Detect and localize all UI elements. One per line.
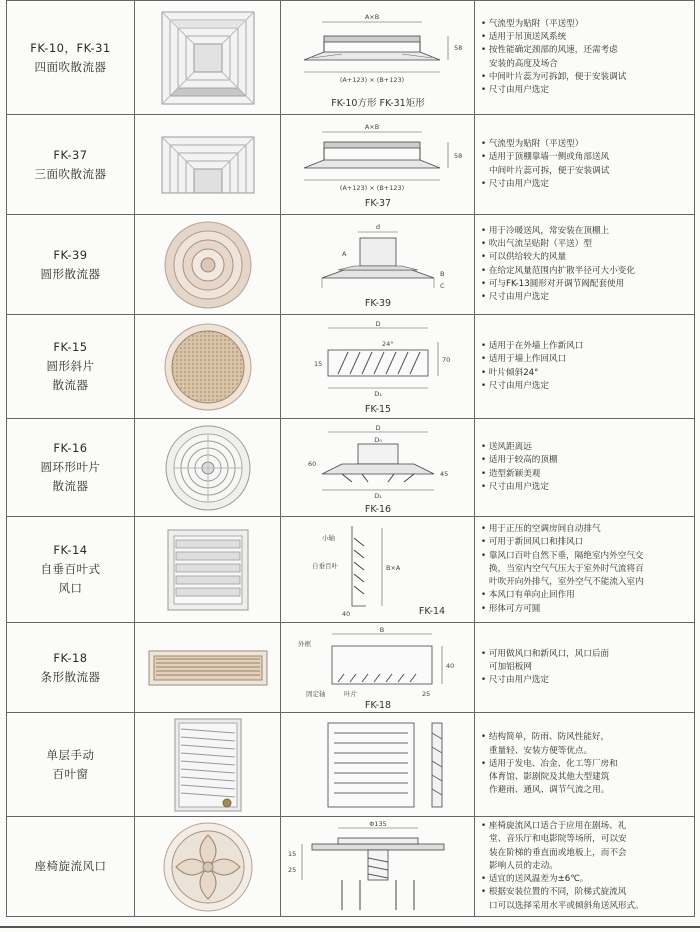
product-name-cell <box>7 315 135 419</box>
feature-item: • 气流型为贴附（平送型） <box>481 18 690 31</box>
dim-label: D₁ <box>373 389 382 398</box>
feature-item: • 吹出气流呈贴附（平送）型 <box>481 238 690 251</box>
product-title: 圆形散流器 <box>40 266 101 281</box>
product-photo-cell <box>135 623 281 713</box>
feature-item-continued: 装在阶梯的垂直面或地板上，而不会 <box>489 847 627 858</box>
dim-label: D₀ <box>373 435 382 444</box>
features-cell <box>475 419 695 517</box>
dim-label: 24° <box>381 339 394 348</box>
feature-item: • 适用于较高的顶棚 <box>481 454 690 467</box>
manual-louver-photo <box>173 717 243 813</box>
four-way-diffuser-photo <box>160 10 256 106</box>
technical-drawing-cell <box>281 115 475 215</box>
technical-drawing-cell <box>281 315 475 419</box>
feature-item: • 适用于吊顶送风系统 <box>481 31 690 44</box>
technical-drawing-cell <box>281 215 475 315</box>
dim-label: A <box>341 249 346 258</box>
product-title: 圆环形叶片 <box>40 460 101 474</box>
dim-label: C <box>439 281 445 290</box>
product-name-cell <box>7 517 135 623</box>
feature-item: • 用于正压的空调房间自动排气 <box>481 523 690 536</box>
feature-item: • 在给定风量范围内扩散半径可大小变化 <box>481 265 690 278</box>
dim-label: 小轴 <box>321 533 335 542</box>
fk10-section-drawing <box>282 2 474 114</box>
product-photo-cell <box>135 817 281 917</box>
features-cell <box>475 817 695 917</box>
feature-item: • 形体可方可圆 <box>481 603 690 616</box>
product-photo-cell <box>135 419 281 517</box>
dim-label: 45 <box>439 469 448 478</box>
product-title: 单层手动 <box>46 747 95 762</box>
features-cell <box>475 713 695 817</box>
product-model: FK-14 <box>53 543 88 557</box>
feature-item: • 结构简单，防雨、防风性能好， <box>481 731 690 744</box>
feature-item: • 叶片倾斜24° <box>481 367 690 380</box>
feature-item: • 本风口有单向止回作用 <box>481 589 690 602</box>
feature-item: • 可与FK-13圆形对开调节阀配套使用 <box>481 278 690 291</box>
features-cell <box>475 115 695 215</box>
features-cell <box>475 1 695 115</box>
dim-label: 58 <box>453 43 462 52</box>
product-photo-cell <box>135 315 281 419</box>
product-title: 座椅旋流风口 <box>34 859 107 873</box>
page-bottom-rule <box>0 926 700 928</box>
product-title: 三面吹散流器 <box>34 166 107 181</box>
feature-item: • 造型新颖美观 <box>481 468 690 481</box>
dim-label: A×B <box>364 122 379 131</box>
feature-item: • 可用于新回风口和排风口 <box>481 536 690 549</box>
feature-item: • 适用于在外墙上作新风口 <box>481 340 690 353</box>
product-title: 百叶窗 <box>52 766 89 781</box>
fk18-section-drawing <box>282 624 474 712</box>
air-diffuser-catalog-table <box>6 0 695 917</box>
feature-item: • 尺寸由用户选定 <box>481 178 690 191</box>
drawing-caption: FK-10方形 FK-31矩形 <box>330 97 425 109</box>
dim-label: 固定轴 <box>305 689 325 698</box>
feature-item: • 尺寸由用户选定 <box>481 291 690 304</box>
catalog-row-fk37 <box>7 115 695 215</box>
dim-label: 叶片 <box>343 689 357 698</box>
dim-label: D₁ <box>373 491 382 500</box>
features-cell <box>475 215 695 315</box>
product-photo-cell <box>135 713 281 817</box>
feature-item: • 可以供给较大的风量 <box>481 251 690 264</box>
catalog-row-fk14 <box>7 517 695 623</box>
feature-item-continued: 体育馆、影剧院及其他大型建筑 <box>489 772 610 783</box>
dim-label: Φ135 <box>368 819 387 828</box>
drawing-caption: FK-15 <box>364 403 391 415</box>
dim-label: (A+123) × (B+123) <box>339 75 404 84</box>
ring-blade-diffuser-photo <box>164 424 252 512</box>
product-name-cell <box>7 215 135 315</box>
dim-label: 60 <box>307 459 316 468</box>
feature-item: • 适用于顶棚靠墙一侧或角部送风 <box>481 151 690 164</box>
product-photo-cell <box>135 517 281 623</box>
fk15-section-drawing <box>282 316 474 418</box>
manual-louver-drawing <box>282 715 474 815</box>
drawing-caption: FK-16 <box>364 503 391 515</box>
product-model: FK-18 <box>53 650 88 665</box>
seat-swirl-outlet-photo <box>162 821 254 913</box>
feature-item-continued: 堂、音乐厅和电影院等场所，可以安 <box>489 834 627 845</box>
catalog-row-fk15 <box>7 315 695 419</box>
dim-label: A×B <box>364 12 379 21</box>
product-model: FK-10，FK-31 <box>30 40 111 55</box>
feature-item-continued: 换，当室内空气气压大于室外时气流将百 <box>489 563 644 574</box>
catalog-row-manual-louver <box>7 713 695 817</box>
round-diffuser-photo <box>163 220 253 310</box>
feature-item-continued: 可加铝板网 <box>489 661 532 672</box>
feature-item: • 适用于发电、冶金、化工等厂房和 <box>481 758 690 771</box>
features-cell <box>475 315 695 419</box>
feature-item-continued: 叶吹开向外排气，室外空气不能流入室内 <box>489 577 644 588</box>
feature-item: • 根据安装位置的不同，阶梯式旋流风 <box>481 886 690 899</box>
feature-item: • 尺寸由用户选定 <box>481 481 690 494</box>
features-cell <box>475 517 695 623</box>
dim-label: 外框 <box>297 639 311 648</box>
feature-item: • 尺寸由用户选定 <box>481 84 690 97</box>
feature-item: • 靠风口百叶自然下垂，隔绝室内外空气交 <box>481 550 690 563</box>
dim-label: 自垂百叶 <box>311 561 338 570</box>
product-title: 散流器 <box>52 378 89 392</box>
product-photo-cell <box>135 1 281 115</box>
technical-drawing-cell <box>281 817 475 917</box>
gravity-louver-photo <box>166 528 250 612</box>
product-model: FK-15 <box>53 340 88 354</box>
feature-item: • 气流型为贴附（平送型） <box>481 138 690 151</box>
dim-label: B×A <box>385 563 400 572</box>
product-catalog-sheet <box>6 0 694 917</box>
product-title: 圆形斜片 <box>46 359 95 373</box>
feature-item: • 适用于墙上作回风口 <box>481 353 690 366</box>
product-model: FK-37 <box>53 147 88 162</box>
dim-label: d <box>375 222 380 231</box>
catalog-row-fk16 <box>7 419 695 517</box>
dim-label: B <box>379 625 384 634</box>
product-name-cell <box>7 713 135 817</box>
fk37-section-drawing <box>282 116 474 214</box>
product-name-cell <box>7 1 135 115</box>
drawing-caption: FK-39 <box>364 297 391 309</box>
dim-label: B <box>439 269 444 278</box>
product-photo-cell <box>135 215 281 315</box>
product-title: 散流器 <box>52 479 89 493</box>
product-name-cell <box>7 419 135 517</box>
feature-item-continued: 安装的高度及场合 <box>489 58 558 69</box>
dim-label: 40 <box>445 661 454 670</box>
dim-label: (A+123) × (B+123) <box>339 183 404 192</box>
catalog-row-fk39 <box>7 215 695 315</box>
fk14-section-drawing <box>282 518 474 622</box>
dim-label: D <box>374 319 381 328</box>
feature-item-continued: 重量轻、安装方便等优点。 <box>489 745 593 756</box>
feature-item-continued: 中间叶片蕊可拆，便于安装调试 <box>489 165 610 176</box>
product-name-cell <box>7 115 135 215</box>
fk16-section-drawing <box>282 420 474 516</box>
feature-item-continued: 口可以选择采用水平或倾斜角送风形式。 <box>489 900 644 911</box>
technical-drawing-cell <box>281 713 475 817</box>
catalog-row-seat-swirl-outlet <box>7 817 695 917</box>
feature-item: • 按性能确定颈部的风速，还需考虑 <box>481 44 690 57</box>
product-name-cell <box>7 623 135 713</box>
drawing-caption: FK-18 <box>364 699 391 711</box>
product-name-cell <box>7 817 135 917</box>
drawing-caption: FK-37 <box>364 197 391 209</box>
product-photo-cell <box>135 115 281 215</box>
product-model: FK-39 <box>53 247 88 262</box>
feature-item: • 尺寸由用户选定 <box>481 380 690 393</box>
fk39-section-drawing <box>282 216 474 314</box>
features-cell <box>475 623 695 713</box>
feature-item: • 座椅旋流风口适合于应用在剧场、礼 <box>481 820 690 833</box>
dim-label: 70 <box>441 355 450 364</box>
dim-label: 40 <box>341 609 350 618</box>
technical-drawing-cell <box>281 419 475 517</box>
dim-label: 15 <box>313 359 322 368</box>
feature-item: • 中间叶片蕊为可拆卸，便于安装调试 <box>481 71 690 84</box>
feature-item: • 用于冷暖送风，常安装在顶棚上 <box>481 225 690 238</box>
feature-item-continued: 作避雨、通风、调节气流之用。 <box>489 785 610 796</box>
product-title: 条形散流器 <box>40 669 101 684</box>
linear-slot-diffuser-photo <box>148 650 268 686</box>
technical-drawing-cell <box>281 1 475 115</box>
product-title: 自垂百叶式 <box>40 562 101 576</box>
dim-label: 25 <box>287 865 296 874</box>
inclined-blade-diffuser-photo <box>163 322 253 412</box>
technical-drawing-cell <box>281 623 475 713</box>
feature-item: • 送风距离远 <box>481 441 690 454</box>
product-model: FK-16 <box>53 441 88 455</box>
technical-drawing-cell <box>281 517 475 623</box>
feature-item: • 适宜的送风温差为±6℃。 <box>481 873 690 886</box>
catalog-row-fk18 <box>7 623 695 713</box>
feature-item: • 尺寸由用户选定 <box>481 674 690 687</box>
catalog-row-fk10-fk31 <box>7 1 695 115</box>
feature-item: • 可用做风口和新风口，风口后面 <box>481 648 690 661</box>
dim-label: D <box>374 423 381 432</box>
seat-swirl-outlet-drawing <box>282 818 474 916</box>
dim-label: 15 <box>287 849 296 858</box>
product-title: 风口 <box>58 581 83 595</box>
three-way-diffuser-photo <box>160 135 256 195</box>
feature-item-continued: 影响人员的走动。 <box>489 860 558 871</box>
dim-label: 58 <box>453 151 462 160</box>
dim-label: 25 <box>421 689 430 698</box>
product-title: 四面吹散流器 <box>34 59 107 74</box>
drawing-caption: FK-14 <box>418 605 445 617</box>
